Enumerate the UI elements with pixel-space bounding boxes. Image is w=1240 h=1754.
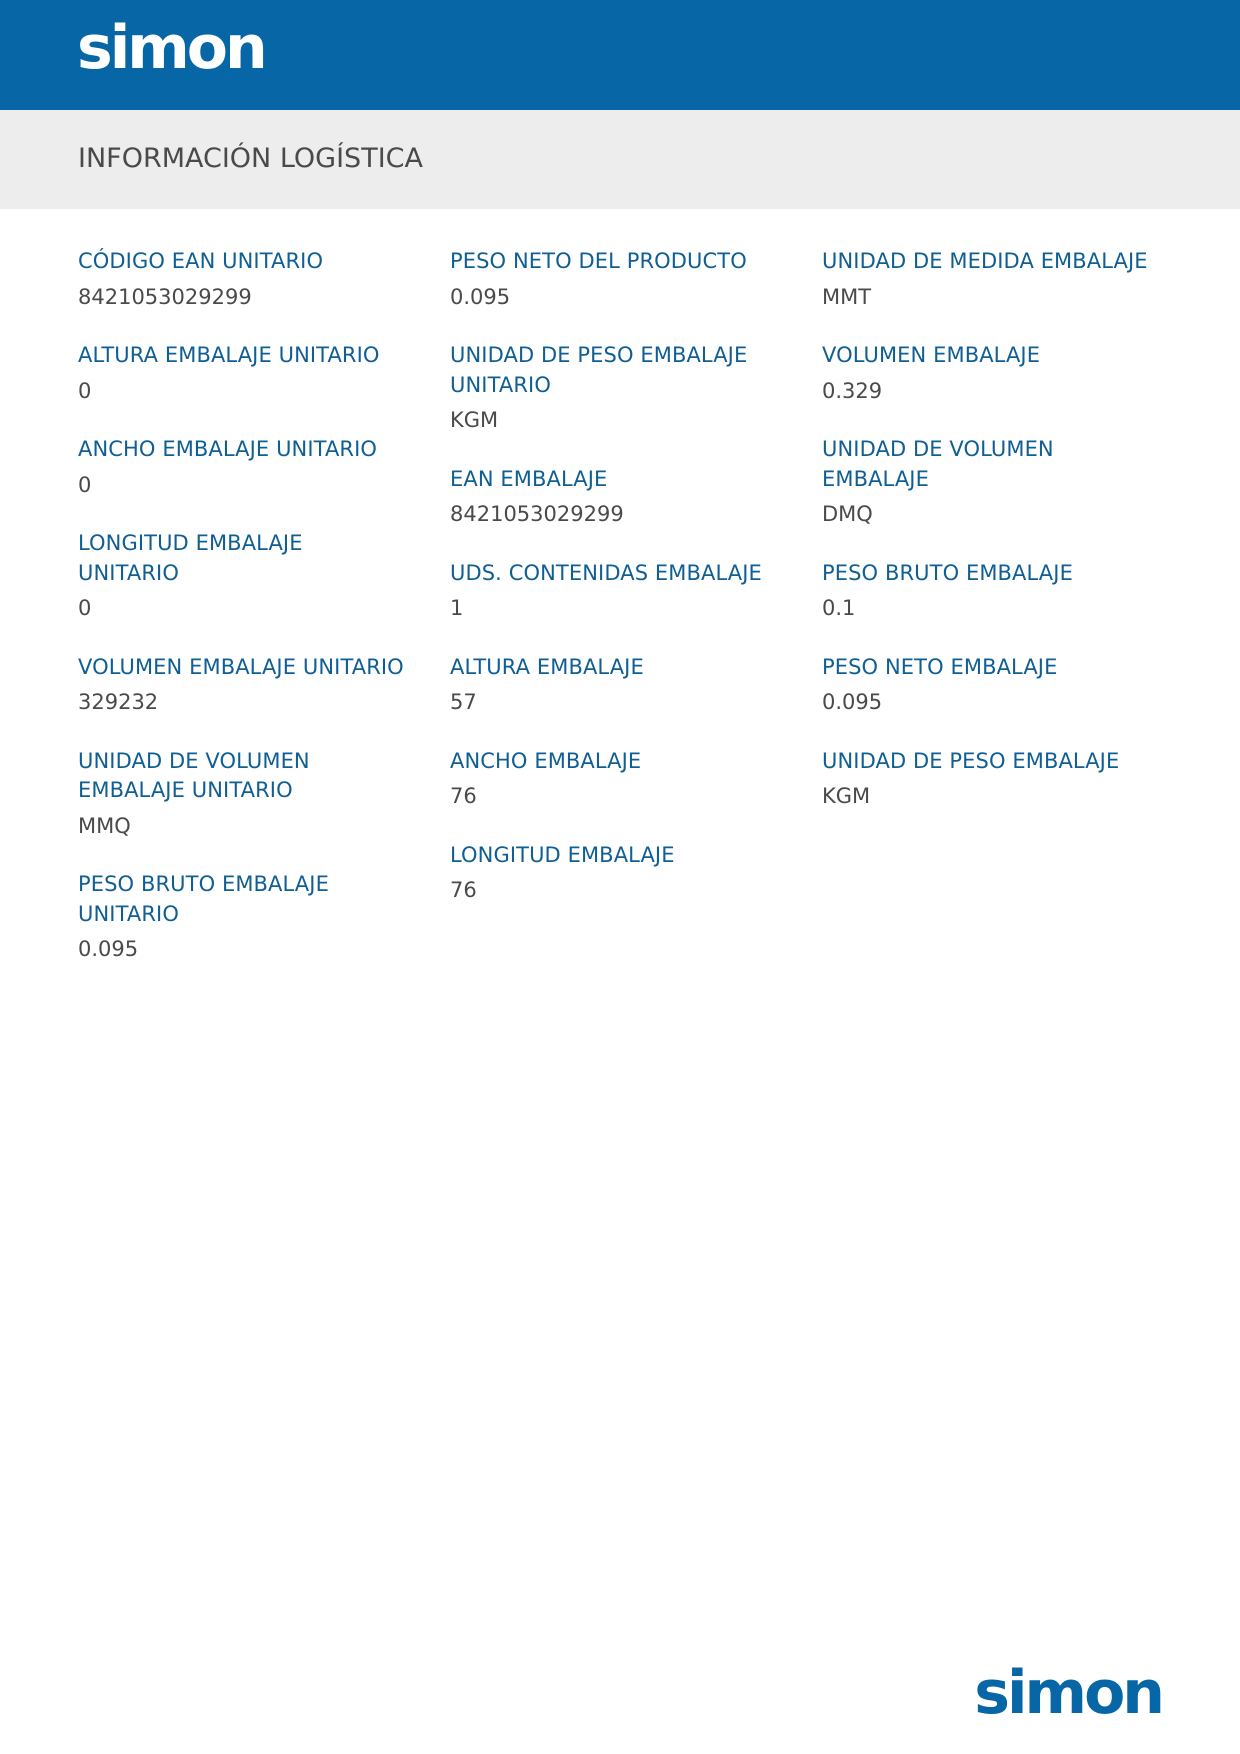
field-label: CÓDIGO EAN UNITARIO (78, 249, 324, 273)
field-value: MMT (822, 284, 872, 309)
field-longitud-embalaje-unitario (78, 529, 408, 624)
field-label: LONGITUD EMBALAJE (450, 842, 675, 867)
field-value: 8421053029299 (450, 502, 624, 526)
field-value: KGM (450, 408, 499, 432)
field-unidad-peso-embalaje-unitario (450, 341, 780, 436)
field-label: ALTURA EMBALAJE UNITARIO (78, 343, 380, 367)
field-value: 0.1 (822, 596, 856, 620)
field-altura-embalaje-unitario (78, 341, 408, 406)
field-value: 57 (450, 690, 477, 714)
field-unidad-volumen-embalaje (822, 435, 1152, 530)
field-value: 0.329 (822, 378, 883, 403)
field-label: UNIDAD DE PESO EMBALAJE UNITARIO (450, 343, 748, 397)
field-unidad-medida-embalaje (822, 247, 1152, 312)
field-label: EAN EMBALAJE (450, 466, 608, 491)
field-label: ALTURA EMBALAJE (450, 654, 644, 679)
field-value: 0 (78, 596, 92, 620)
field-label: VOLUMEN EMBALAJE UNITARIO (78, 654, 404, 679)
info-column-3 (822, 247, 1152, 841)
field-label: LONGITUD EMBALAJE UNITARIO (78, 531, 303, 585)
field-peso-bruto-embalaje (822, 559, 1152, 624)
section-title: INFORMACIÓN LOGÍSTICA (78, 143, 423, 174)
field-uds-contenidas-embalaje (450, 559, 780, 624)
field-longitud-embalaje (450, 841, 780, 906)
field-value: 0 (78, 378, 92, 403)
field-peso-neto-producto (450, 247, 780, 312)
field-value: DMQ (822, 502, 873, 526)
field-codigo-ean-unitario (78, 247, 408, 312)
field-peso-bruto-embalaje-unitario (78, 870, 408, 965)
field-value: 0.095 (450, 284, 511, 309)
field-label: UNIDAD DE VOLUMEN EMBALAJE UNITARIO (78, 748, 310, 802)
field-label: PESO NETO DEL PRODUCTO (450, 249, 747, 273)
field-label: UNIDAD DE VOLUMEN EMBALAJE (822, 437, 1054, 491)
field-unidad-peso-embalaje (822, 747, 1152, 812)
field-value: 0.095 (78, 937, 139, 961)
info-column-2 (450, 247, 780, 935)
field-label: VOLUMEN EMBALAJE (822, 343, 1041, 367)
field-label: ANCHO EMBALAJE UNITARIO (78, 437, 378, 461)
field-label: PESO BRUTO EMBALAJE UNITARIO (78, 872, 329, 926)
field-label: PESO BRUTO EMBALAJE (822, 560, 1073, 585)
field-peso-neto-embalaje (822, 653, 1152, 718)
info-column-1 (78, 247, 408, 994)
field-label: ANCHO EMBALAJE (450, 748, 642, 773)
field-value: MMQ (78, 813, 131, 838)
field-ancho-embalaje-unitario (78, 435, 408, 500)
field-label: UNIDAD DE PESO EMBALAJE (822, 748, 1120, 773)
simon-logo: simon (77, 13, 265, 83)
field-value: 329232 (78, 690, 159, 714)
field-value: 1 (450, 596, 464, 620)
field-ancho-embalaje (450, 747, 780, 812)
field-volumen-embalaje (822, 341, 1152, 406)
field-label: UDS. CONTENIDAS EMBALAJE (450, 560, 762, 585)
field-value: 0 (78, 472, 92, 497)
field-value: 0.095 (822, 690, 883, 714)
field-ean-embalaje (450, 465, 780, 530)
field-label: UNIDAD DE MEDIDA EMBALAJE (822, 249, 1148, 273)
field-unidad-volumen-embalaje-unitario (78, 747, 408, 842)
header-bar (0, 0, 1240, 110)
field-value: 8421053029299 (78, 284, 252, 309)
field-value: KGM (822, 784, 871, 808)
field-volumen-embalaje-unitario (78, 653, 408, 718)
field-value: 76 (450, 784, 477, 808)
field-value: 76 (450, 878, 477, 902)
simon-logo-footer: simon (974, 1658, 1162, 1728)
field-altura-embalaje (450, 653, 780, 718)
field-label: PESO NETO EMBALAJE (822, 654, 1058, 679)
